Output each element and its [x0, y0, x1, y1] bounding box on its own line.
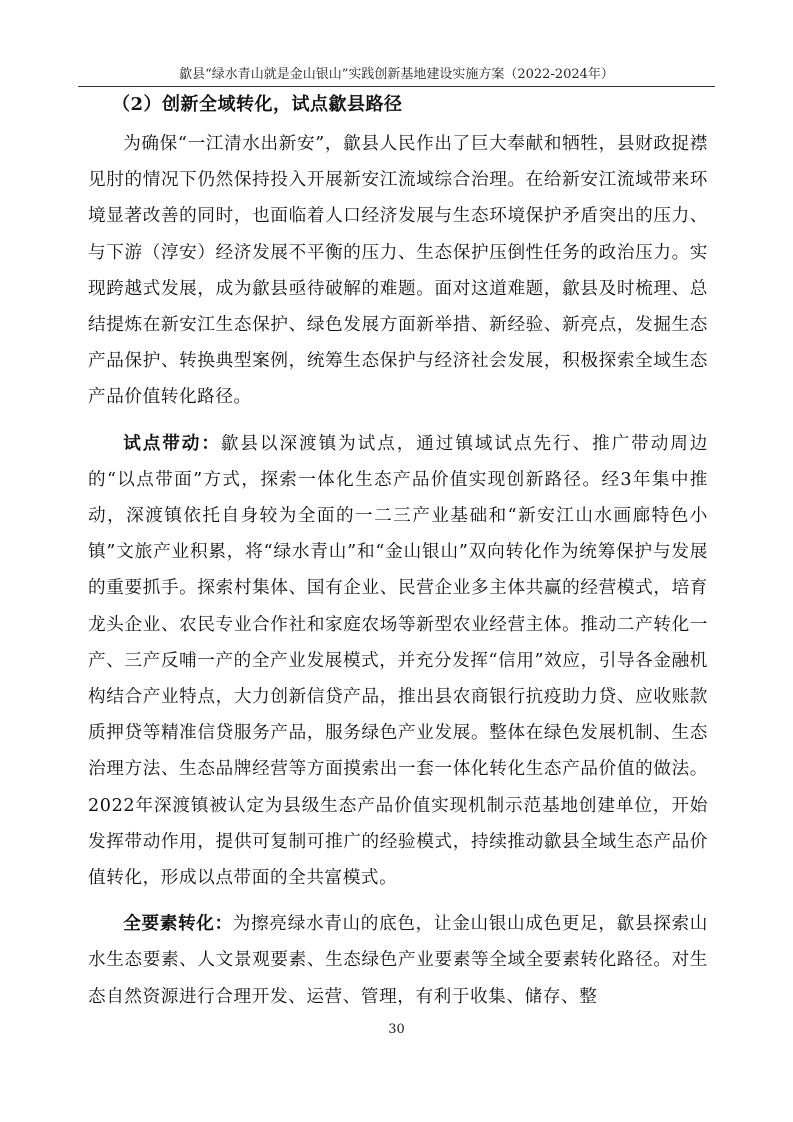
- paragraph-lead: 全要素转化：: [123, 913, 233, 935]
- paragraph-text: 为确保“一江清水出新安”，歙县人民作出了巨大奉献和牺牲，县财政捉襟见肘的情况下仍然保持投入开展新安江流域综合治理。在给新安江流域带来环境显著改善的同时，也面临着人口经济发展与生态环境保护矛盾突出的压力、与下游（淳安）经济发展不平衡的压力、生态保护压倒性任务的政治压力。实现跨越式发展，成为歙县亟待破解的难题。面对这道难题，歙县及时梳理、总结提炼在新安江生态保护、绿色发展方面新举措、新经验、新亮点，发掘生态产品保护、转换典型案例，统筹生态保护与经济社会发展，积极探索全域生态产品价值转化路径。: [88, 134, 708, 408]
- header-rule: [78, 86, 715, 87]
- paragraph-text: 为擦亮绿水青山的底色，让金山银山成色更足，歙县探索山水生态要素、人文景观要素、生态绿色产业要素等全域全要素转化路径。对生态自然资源进行合理开发、运营、管理，有利于收集、储存、整: [88, 914, 708, 1007]
- paragraph-lead: 试点带动：: [123, 432, 221, 454]
- body-text: [88, 126, 708, 1015]
- paragraph-pilot: [88, 426, 708, 897]
- paragraph-text: 歙县以深渡镇为试点，通过镇域试点先行、推广带动周边的“以点带面”方式，探索一体化生态产品价值实现创新路径。经3年集中推动，深渡镇依托自身较为全面的一二三产业基础和“新安江山水画廊特色小镇”文旅产业积累，将“绿水青山”和“金山银山”双向转化作为统筹保护与发展的重要抓手。探索村集体、国有企业、民营企业多主体共赢的经营模式，培育龙头企业、农民专业合作社和家庭农场等新型农业经营主体。推动二产转化一产、三产反哺一产的全产业发展模式，并充分发挥“信用”效应，引导各金融机构结合产业特点，大力创新信贷产品，推出县农商银行抗疫助力贷、应收账款质押贷等精准信贷服务产品，服务绿色产业发展。整体在绿色发展机制、生态治理方法、生态品牌经营等方面摸索出一套一体化转化生态产品价值的做法。2022年深渡镇被认定为县级生态产品价值实现机制示范基地创建单位，开始发挥带动作用，提供可复制可推广的经验模式，持续推动歙县全域生态产品价值转化，形成以点带面的全共富模式。: [88, 433, 708, 889]
- paragraph-all-elements: [88, 906, 708, 1015]
- paragraph-intro: [88, 126, 708, 416]
- running-header: 歙县“绿水青山就是金山银山”实践创新基地建设实施方案（2022-2024年）: [179, 67, 614, 82]
- page-number: 30: [388, 1022, 405, 1037]
- section-heading: （2）创新全域转化，试点歙县路径: [112, 94, 403, 115]
